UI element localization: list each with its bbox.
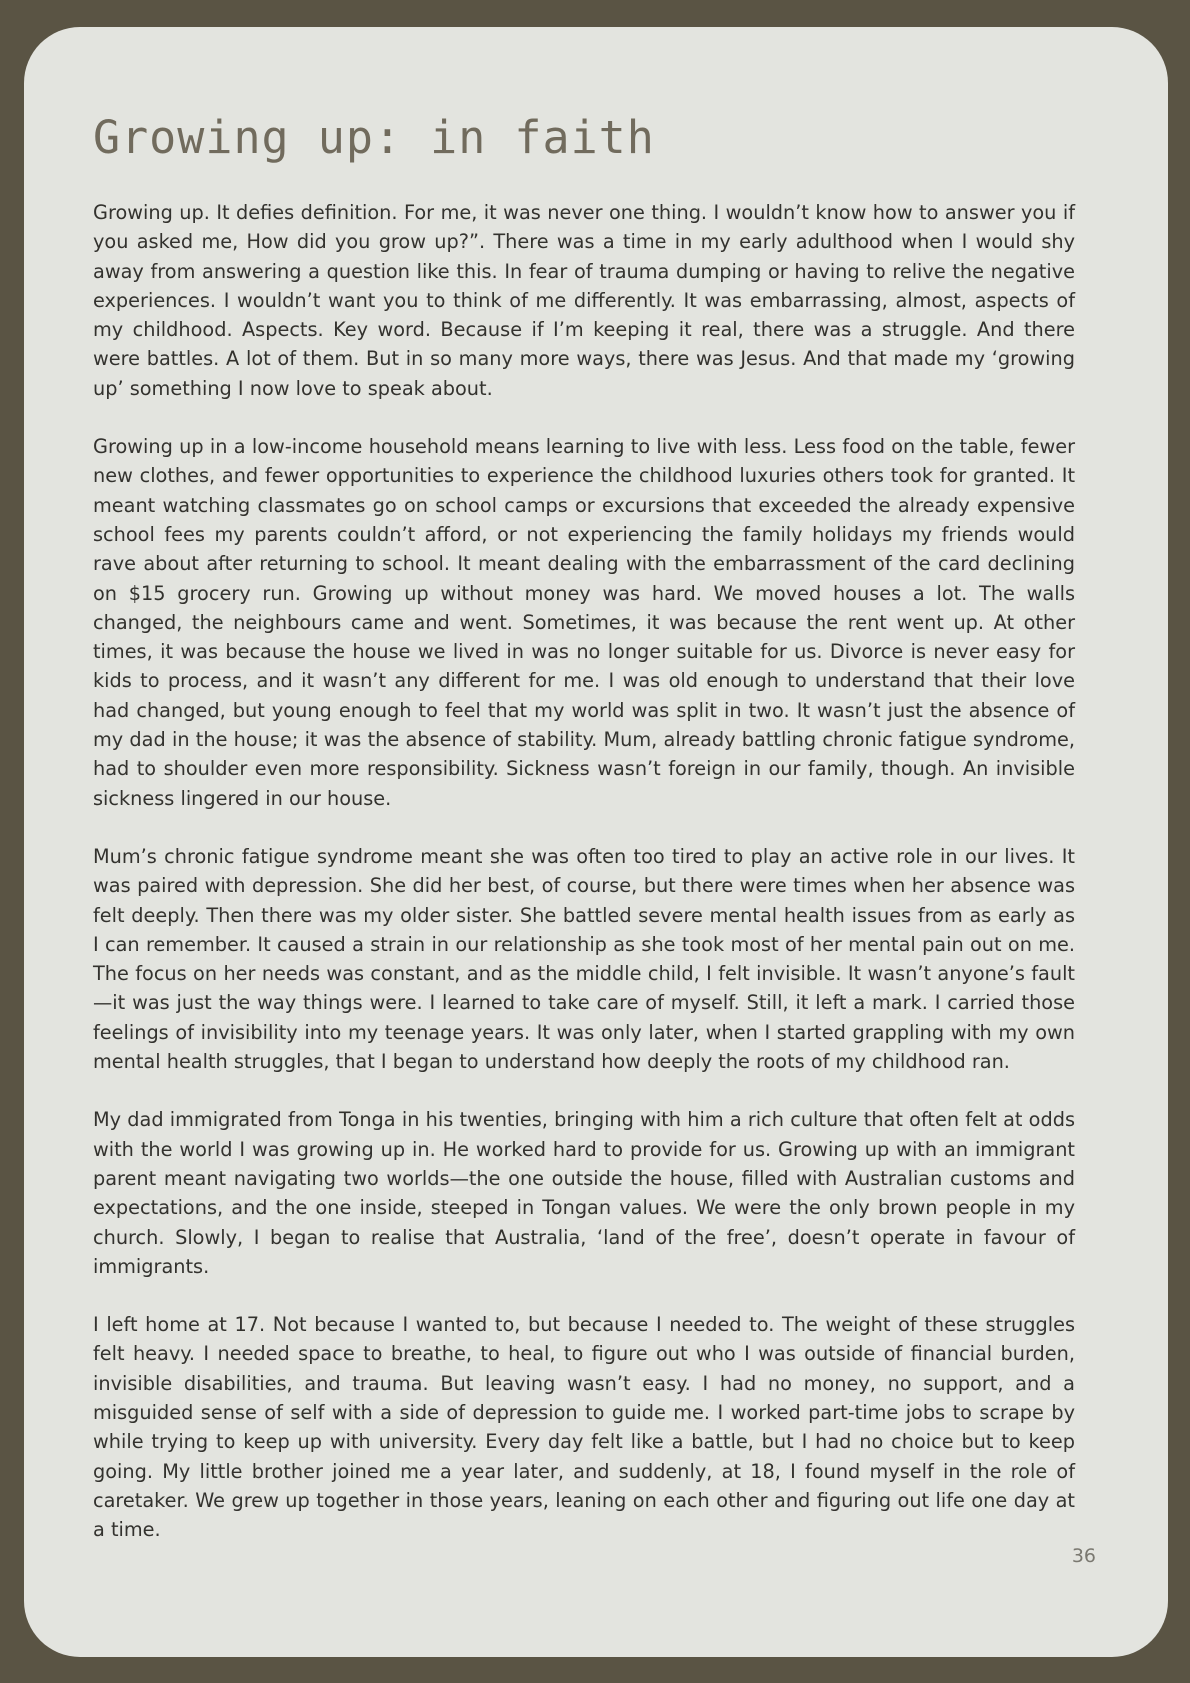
paragraph-3: Mum’s chronic fatigue syndrome meant she was often too tired to play an active role in our lives. It was paired with depression. She did her best, of course, but there were times when her absence was felt deeply. Then there was my older sister. She battled severe mental health issues from as early as I can remember. It caused a strain in our relationship as she took most of her mental pain out on me. The focus on her needs was constant, and as the middle child, I felt invisible. It wasn’t anyone’s fault—it was just the way things were. I learned to take care of myself. Still, it left a mark. I carried those feelings of invisibility into my teenage years. It was only later, when I started grappling with my own mental health struggles, that I began to understand how deeply the roots of my childhood ran.: [93, 844, 1075, 1074]
paragraph-5: I left home at 17. Not because I wanted to, but because I needed to. The weight of these struggles felt heavy. I needed space to breathe, to heal, to figure out who I was outside of financial burden, invisible disabilities, and trauma. But leaving wasn’t easy. I had no money, no support, and a misguided sense of self with a side of depression to guide me. I worked part-time jobs to scrape by while trying to keep up with university. Every day felt like a battle, but I had no choice but to keep going. My little brother joined me a year later, and suddenly, at 18, I found myself in the role of caretaker. We grew up together in those years, leaning on each other and figuring out life one day at a time.: [93, 1313, 1075, 1542]
page-title: Growing up: in faith: [93, 111, 655, 164]
page-number: 36: [1071, 1545, 1096, 1567]
paragraph-2: Growing up in a low-income household means learning to live with less. Less food on the table, fewer new clothes, and fewer opportunities to experience the childhood luxuries others took for granted. It meant watching classmates go on school camps or excursions that exceeded the already expensive school fees my parents couldn’t afford, or not experiencing the family holidays my friends would rave about after returning to school. It meant dealing with the embarrassment of the card declining on $15 grocery run. Growing up without money was hard. We moved houses a lot. The walls changed, the neighbours came and went. Sometimes, it was because the rent went up. At other times, it was because the house we lived in was no longer suitable for us. Divorce is never easy for kids to process, and it wasn’t any different for me. I was old enough to understand that their love had changed, but young enough to feel that my world was split in two. It wasn’t just the absence of my dad in the house; it was the absence of stability. Mum, already battling chronic fatigue syndrome, had to shoulder even more responsibility. Sickness wasn’t foreign in our family, though. An invisible sickness lingered in our house.: [93, 435, 1075, 810]
page-card: [24, 27, 1168, 1657]
paragraph-4: My dad immigrated from Tonga in his twenties, bringing with him a rich culture that often felt at odds with the world I was growing up in. He worked hard to provide for us. Growing up with an immigrant parent meant navigating two worlds—the one outside the house, filled with Australian customs and expectations, and the one inside, steeped in Tongan values. We were the only brown people in my church. Slowly, I began to realise that Australia, ‘land of the free’, doesn’t operate in favour of immigrants.: [93, 1108, 1075, 1278]
body-text: [93, 198, 1075, 1544]
paragraph-1: Growing up. It defies definition. For me, it was never one thing. I wouldn’t know how to answer you if you asked me, How did you grow up?”. There was a time in my early adulthood when I would shy away from answering a question like this. In fear of trauma dumping or having to relive the negative experiences. I wouldn’t want you to think of me differently. It was embarrassing, almost, aspects of my childhood. Aspects. Key word. Because if I’m keeping it real, there was a struggle. And there were battles. A lot of them. But in so many more ways, there was Jesus. And that made my ‘growing up’ something I now love to speak about.: [93, 201, 1075, 400]
